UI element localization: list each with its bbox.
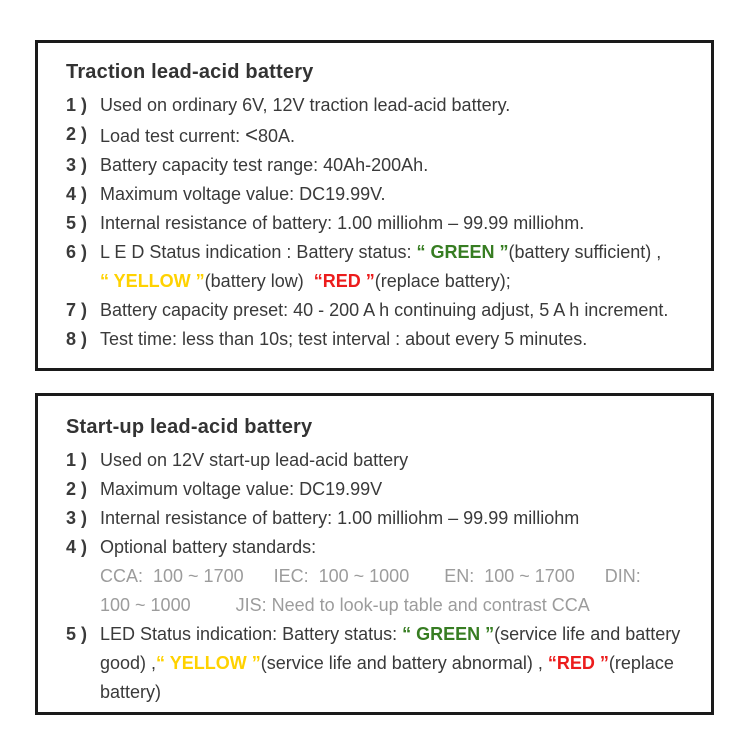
item-text bbox=[100, 620, 699, 707]
text-segment: “RED ” bbox=[547, 653, 609, 673]
items-list-startup bbox=[66, 446, 699, 707]
item-text bbox=[100, 296, 699, 325]
item-number: 4 ) bbox=[66, 537, 88, 557]
text-segment: Used on 12V start-up lead-acid battery bbox=[100, 450, 409, 470]
text-segment: “RED ” bbox=[313, 271, 375, 291]
item-number: 3 ) bbox=[66, 155, 88, 175]
list-item bbox=[66, 91, 699, 120]
list-item bbox=[66, 296, 699, 325]
text-segment: Internal resistance of battery: 1.00 milliohm – 99.99 milliohm. bbox=[100, 213, 585, 233]
text-segment: L E D Status indication : Battery status: bbox=[100, 242, 417, 262]
item-text bbox=[100, 533, 699, 620]
item-text bbox=[100, 475, 699, 504]
list-item bbox=[66, 151, 699, 180]
item-text bbox=[100, 504, 699, 533]
text-segment: Battery capacity preset: 40 - 200 A h continuing adjust, 5 A h increment. bbox=[100, 300, 669, 320]
item-text bbox=[100, 209, 699, 238]
item-number: 6 ) bbox=[66, 242, 88, 262]
text-segment: (replace battery); bbox=[374, 271, 511, 291]
text-segment: (battery sufficient) , bbox=[508, 242, 662, 262]
text-segment: Used on ordinary 6V, 12V traction lead-acid battery. bbox=[100, 95, 511, 115]
list-item bbox=[66, 120, 699, 151]
item-number: 8 ) bbox=[66, 329, 88, 349]
list-item bbox=[66, 238, 699, 296]
text-segment: Test time: less than 10s; test interval : about every 5 minutes. bbox=[100, 329, 588, 349]
item-text bbox=[100, 238, 699, 296]
section-title-startup: Start-up lead-acid battery bbox=[66, 416, 313, 438]
text-segment: LED Status indication: Battery status: bbox=[100, 624, 403, 644]
text-segment: “ YELLOW ” bbox=[100, 271, 205, 291]
text-segment: (replace battery) bbox=[100, 653, 679, 702]
item-number: 1 ) bbox=[66, 95, 88, 115]
text-segment: Optional battery standards: bbox=[100, 537, 317, 557]
text-segment: “ GREEN ” bbox=[402, 624, 495, 644]
item-text bbox=[100, 180, 699, 209]
text-segment: Maximum voltage value: DC19.99V bbox=[100, 479, 383, 499]
item-number: 5 ) bbox=[66, 624, 88, 644]
item-number: 1 ) bbox=[66, 450, 88, 470]
item-text bbox=[100, 151, 699, 180]
section-title-traction: Traction lead-acid battery bbox=[66, 61, 314, 83]
item-text bbox=[100, 446, 699, 475]
text-segment: (battery low) bbox=[204, 271, 314, 291]
text-segment: (service life and battery abnormal) , bbox=[260, 653, 548, 673]
list-item bbox=[66, 325, 699, 354]
text-segment: 80A. bbox=[257, 126, 295, 146]
text-segment: < bbox=[245, 122, 258, 147]
item-number: 2 ) bbox=[66, 124, 88, 144]
text-segment: (service life and battery good) , bbox=[100, 624, 686, 673]
list-item bbox=[66, 620, 699, 707]
list-item bbox=[66, 475, 699, 504]
text-segment: CCA: 100 ~ 1700 IEC: 100 ~ 1000 EN: 100 ~ 1700 DIN: bbox=[100, 566, 641, 586]
list-item bbox=[66, 180, 699, 209]
section-startup-battery bbox=[35, 393, 714, 715]
item-text bbox=[100, 325, 699, 354]
text-segment: Internal resistance of battery: 1.00 milliohm – 99.99 milliohm bbox=[100, 508, 580, 528]
list-item bbox=[66, 504, 699, 533]
item-number: 5 ) bbox=[66, 213, 88, 233]
text-segment: Load test current: bbox=[100, 126, 246, 146]
item-number: 2 ) bbox=[66, 479, 88, 499]
item-text bbox=[100, 120, 699, 151]
text-segment: 100 ~ 1000 JIS: Need to look-up table and contrast CCA bbox=[100, 595, 590, 615]
list-item bbox=[66, 209, 699, 238]
item-text bbox=[100, 91, 699, 120]
item-number: 4 ) bbox=[66, 184, 88, 204]
text-segment: Battery capacity test range: 40Ah-200Ah. bbox=[100, 155, 429, 175]
item-number: 7 ) bbox=[66, 300, 88, 320]
list-item bbox=[66, 446, 699, 475]
section-traction-battery bbox=[35, 40, 714, 371]
text-segment: “ GREEN ” bbox=[416, 242, 509, 262]
items-list-traction bbox=[66, 91, 699, 354]
text-segment: “ YELLOW ” bbox=[156, 653, 261, 673]
text-segment: Maximum voltage value: DC19.99V. bbox=[100, 184, 386, 204]
list-item bbox=[66, 533, 699, 620]
item-number: 3 ) bbox=[66, 508, 88, 528]
